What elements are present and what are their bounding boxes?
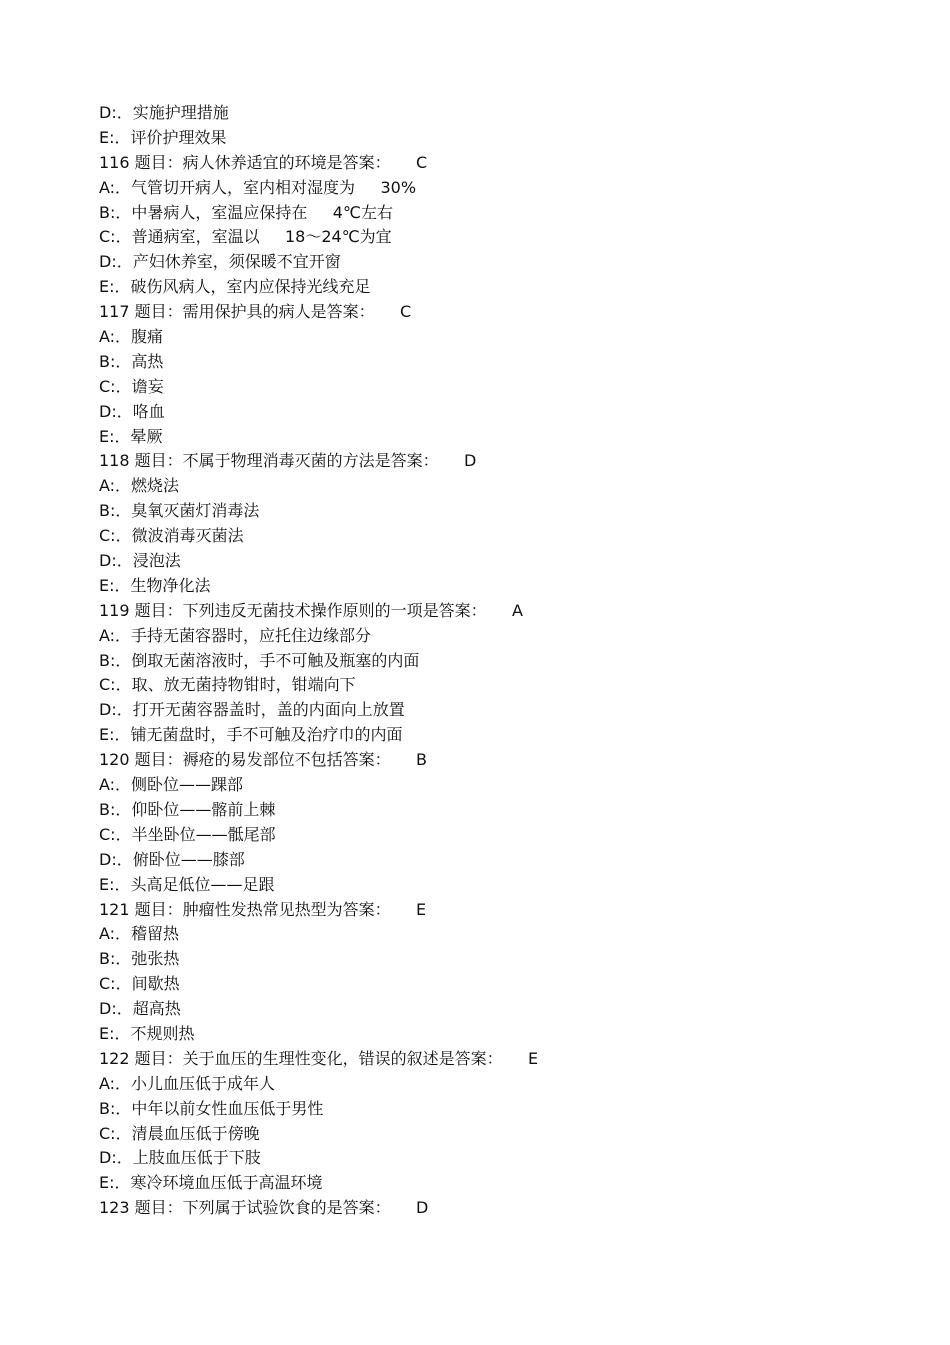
option-line: B:．高热: [99, 351, 164, 371]
question-line: 117 题目：需用保护具的病人是答案： C: [99, 302, 412, 322]
option-line: B:．倒取无菌溶液时，手不可触及瓶塞的内面: [99, 650, 420, 670]
option-line: E:．破伤风病人，室内应保持光线充足: [99, 277, 371, 297]
option-line: A:．燃烧法: [99, 476, 180, 496]
question-line: 121 题目：肿瘤性发热常见热型为答案： E: [99, 899, 427, 919]
option-line: A:．小儿血压低于成年人: [99, 1073, 276, 1093]
option-line: D:．上肢血压低于下肢: [99, 1148, 261, 1168]
option-line: D:．咯血: [99, 401, 165, 421]
question-line: 123 题目：下列属于试验饮食的是答案： D: [99, 1198, 429, 1218]
option-line: E:．不规则热: [99, 1023, 195, 1043]
option-line: C:．普通病室，室温以 18～24℃为宜: [99, 227, 392, 247]
question-line: 122 题目：关于血压的生理性变化，错误的叙述是答案： E: [99, 1048, 539, 1068]
option-line: E:．铺无菌盘时，手不可触及治疗巾的内面: [99, 725, 403, 745]
option-line: D:．产妇休养室，须保暖不宜开窗: [99, 252, 341, 272]
option-line: D:．浸泡法: [99, 551, 181, 571]
text-line: E:．评价护理效果: [99, 127, 227, 147]
question-line: 118 题目：不属于物理消毒灭菌的方法是答案： D: [99, 451, 477, 471]
option-line: C:．清晨血压低于傍晚: [99, 1123, 260, 1143]
option-line: D:．俯卧位——膝部: [99, 849, 245, 869]
option-line: E:．晕厥: [99, 426, 163, 446]
option-line: A:．侧卧位——踝部: [99, 775, 244, 795]
option-line: A:．稽留热: [99, 924, 180, 944]
option-line: B:．弛张热: [99, 949, 180, 969]
option-line: B:．仰卧位——髂前上棘: [99, 799, 276, 819]
question-line: 120 题目：褥疮的易发部位不包括答案： B: [99, 750, 428, 770]
question-line: 119 题目：下列违反无菌技术操作原则的一项是答案： A: [99, 600, 524, 620]
text-line: D:．实施护理措施: [99, 103, 229, 122]
option-line: A:．气管切开病人，室内相对湿度为 30%: [99, 177, 417, 197]
option-line: D:．打开无菌容器盖时，盖的内面向上放置: [99, 700, 405, 720]
option-line: D:．超高热: [99, 999, 181, 1019]
option-line: C:．谵妄: [99, 376, 164, 396]
document-body: [99, 101, 899, 1221]
question-line: 116 题目：病人休养适宜的环境是答案： C: [99, 152, 428, 172]
option-line: B:．中暑病人，室温应保持在 4℃左右: [99, 202, 393, 222]
option-line: B:．中年以前女性血压低于男性: [99, 1098, 324, 1118]
option-line: E:．寒冷环境血压低于高温环境: [99, 1173, 323, 1193]
option-line: C:．间歇热: [99, 974, 180, 994]
option-line: A:．腹痛: [99, 327, 164, 347]
option-line: C:．取、放无菌持物钳时，钳端向下: [99, 675, 356, 695]
option-line: E:．生物净化法: [99, 575, 211, 595]
option-line: C:．半坐卧位——骶尾部: [99, 824, 276, 844]
option-line: A:．手持无菌容器时，应托住边缘部分: [99, 625, 372, 645]
option-line: B:．臭氧灭菌灯消毒法: [99, 501, 260, 521]
option-line: C:．微波消毒灭菌法: [99, 526, 244, 546]
option-line: E:．头高足低位——足跟: [99, 874, 275, 894]
